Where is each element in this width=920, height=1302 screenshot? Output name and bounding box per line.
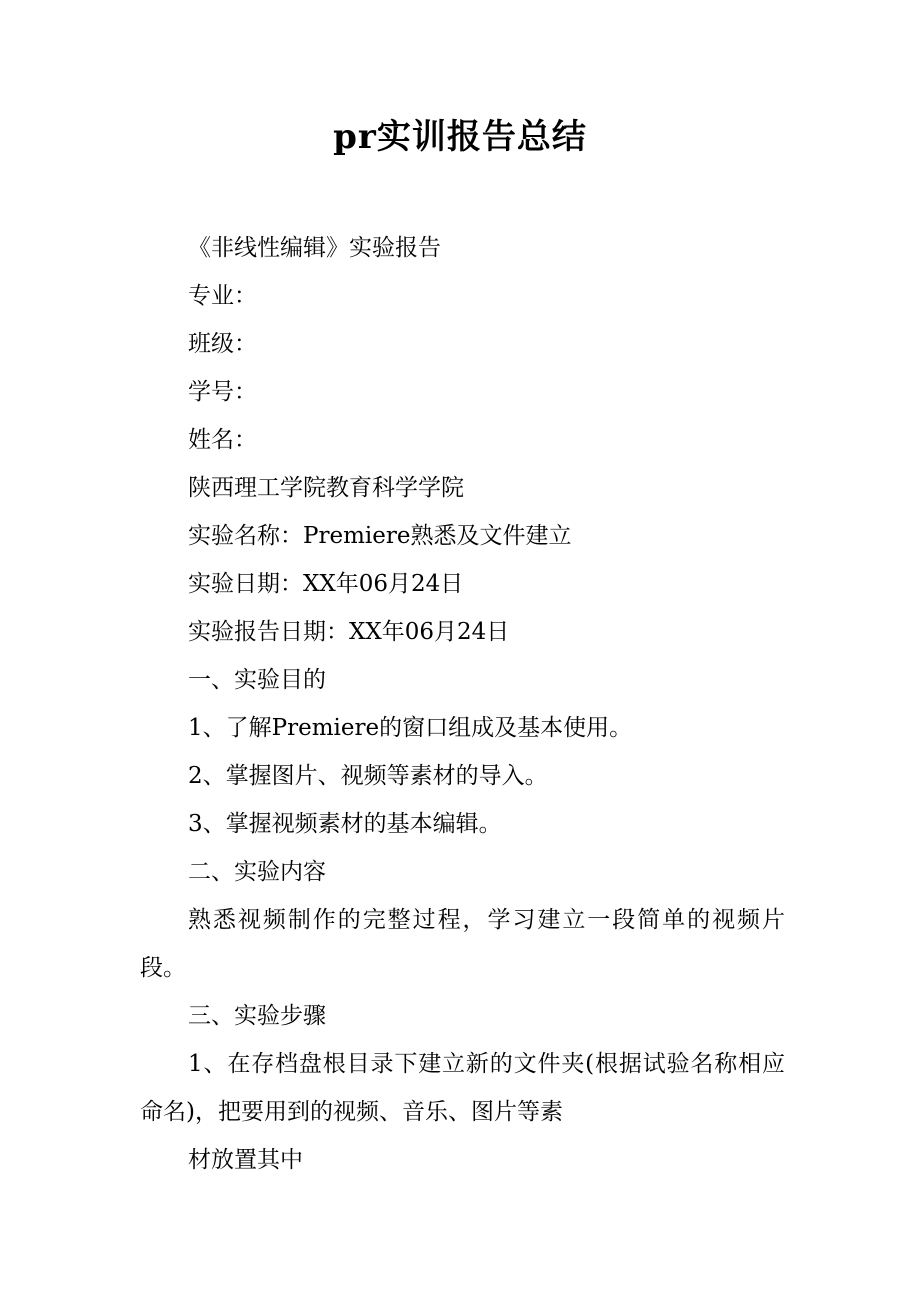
name-field: 姓名： [188,427,257,453]
section-heading-objectives: 一、实验目的 [188,667,326,693]
course-report-heading: 《非线性编辑》实验报告 [188,235,441,261]
step-1-paragraph: 1、在存档盘根目录下建立新的文件夹(根据试验名称相应命名)，把要用到的视频、音乐、图片等素 [140,1051,785,1125]
objective-item-3: 3、掌握视频素材的基本编辑。 [188,811,502,837]
major-field: 专业： [188,283,257,309]
document-title: pr实训报告总结 [333,117,587,157]
section-heading-content: 二、实验内容 [188,859,326,885]
objective-item-1: 1、了解Premiere的窗口组成及基本使用。 [188,715,633,741]
experiment-date-line: 实验日期：XX年06月24日 [188,571,464,597]
student-id-field: 学号： [188,379,257,405]
objective-item-2: 2、掌握图片、视频等素材的导入。 [188,763,548,789]
content-paragraph: 熟悉视频制作的完整过程，学习建立一段简单的视频片段。 [140,907,785,981]
class-field: 班级： [188,331,257,357]
report-date-line: 实验报告日期：XX年06月24日 [188,619,510,645]
document-body [140,224,785,1184]
step-1-continued: 材放置其中 [188,1147,303,1173]
school-line: 陕西理工学院教育科学学院 [188,475,464,501]
experiment-name-line: 实验名称：Premiere熟悉及文件建立 [188,523,572,549]
section-heading-steps: 三、实验步骤 [188,1003,326,1029]
